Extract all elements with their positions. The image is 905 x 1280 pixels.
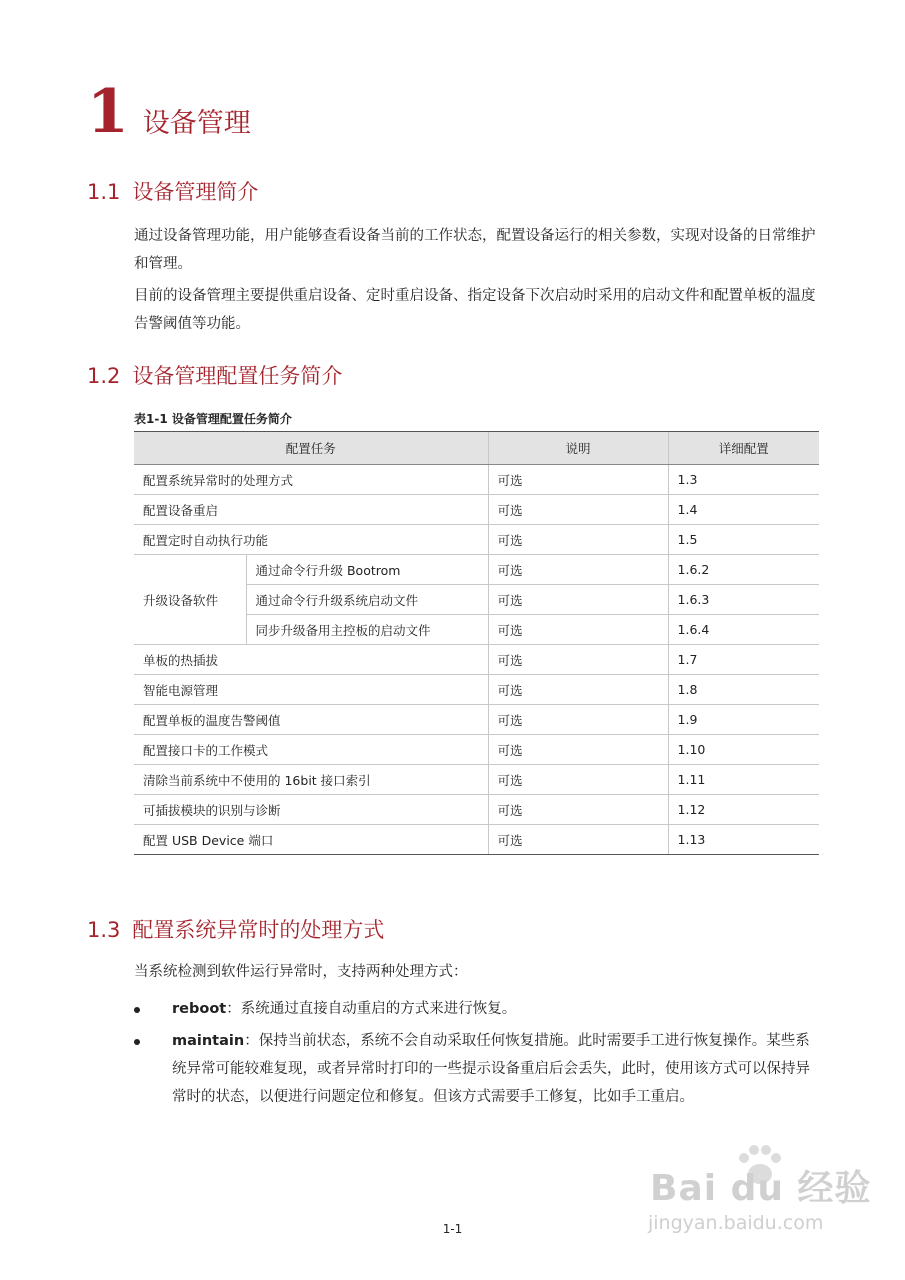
section-title: 设备管理配置任务简介: [132, 364, 343, 388]
ref-cell: 1.5: [668, 525, 819, 555]
paragraph: 通过设备管理功能，用户能够查看设备当前的工作状态，配置设备运行的相关参数，实现对设备的日常维护和管理。: [134, 228, 816, 272]
table-caption: 表1-1 设备管理配置任务简介: [134, 412, 292, 426]
desc-cell: 可选: [488, 675, 668, 705]
task-cell: 配置接口卡的工作模式: [134, 735, 488, 765]
ref-cell: 1.6.3: [668, 585, 819, 615]
section-title: 配置系统异常时的处理方式: [132, 918, 385, 942]
bullet-dot-icon: [134, 1039, 140, 1045]
subtask-cell: 通过命令行升级系统启动文件: [246, 585, 488, 615]
ref-cell: 1.6.4: [668, 615, 819, 645]
bullet-item: [134, 1027, 820, 1111]
header-cell: 说明: [488, 432, 668, 465]
keyword: reboot: [172, 1001, 227, 1017]
chapter-title: 设备管理: [142, 108, 251, 139]
section-number: 1.2: [87, 364, 121, 388]
task-cell: 清除当前系统中不使用的 16bit 接口索引: [134, 765, 488, 795]
subtask-cell: 通过命令行升级 Bootrom: [246, 555, 488, 585]
table-row: [134, 645, 819, 675]
task-cell: 单板的热插拔: [134, 645, 488, 675]
ref-cell: 1.4: [668, 495, 819, 525]
header-cell: 详细配置: [668, 432, 819, 465]
task-cell: 配置单板的温度告警阈值: [134, 705, 488, 735]
ref-cell: 1.13: [668, 825, 819, 855]
ref-cell: 1.7: [668, 645, 819, 675]
table-row: [134, 555, 819, 585]
desc-cell: 可选: [488, 765, 668, 795]
config-task-table: [134, 431, 819, 855]
task-cell: 智能电源管理: [134, 675, 488, 705]
task-cell: 配置设备重启: [134, 495, 488, 525]
bullet-text: ：系统通过直接自动重启的方式来进行恢复。: [226, 1001, 517, 1017]
ref-cell: 1.10: [668, 735, 819, 765]
task-cell: 配置系统异常时的处理方式: [134, 465, 488, 495]
bullet-item: [134, 995, 824, 1023]
table-row: [134, 795, 819, 825]
watermark-url: jingyan.baidu.com: [648, 1212, 824, 1234]
table-row: [134, 525, 819, 555]
task-cell: 可插拔模块的识别与诊断: [134, 795, 488, 825]
section-heading-1-1: [87, 176, 258, 206]
table-row: [134, 495, 819, 525]
section-number: 1.1: [87, 180, 121, 204]
task-cell: 配置定时自动执行功能: [134, 525, 488, 555]
desc-cell: 可选: [488, 525, 668, 555]
table-row: [134, 765, 819, 795]
ref-cell: 1.11: [668, 765, 819, 795]
header-cell: 配置任务: [134, 432, 488, 465]
ref-cell: 1.8: [668, 675, 819, 705]
section-heading-1-2: [87, 360, 342, 390]
bullet-dot-icon: [134, 1007, 140, 1013]
table-row: [134, 735, 819, 765]
page-number: 1-1: [442, 1222, 463, 1236]
table-header-row: [134, 432, 819, 465]
paragraph: 当系统检测到软件运行异常时，支持两种处理方式：: [134, 964, 468, 980]
task-cell: 配置 USB Device 端口: [134, 825, 488, 855]
section-title: 设备管理简介: [132, 180, 259, 204]
table-row: [134, 465, 819, 495]
desc-cell: 可选: [488, 735, 668, 765]
desc-cell: 可选: [488, 795, 668, 825]
desc-cell: 可选: [488, 825, 668, 855]
desc-cell: 可选: [488, 495, 668, 525]
table-row: [134, 825, 819, 855]
chapter-heading: [87, 77, 251, 147]
subtask-cell: 同步升级备用主控板的启动文件: [246, 615, 488, 645]
table-row: [134, 675, 819, 705]
ref-cell: 1.9: [668, 705, 819, 735]
ref-cell: 1.3: [668, 465, 819, 495]
section-number: 1.3: [87, 918, 121, 942]
keyword: maintain: [172, 1033, 245, 1049]
desc-cell: 可选: [488, 465, 668, 495]
desc-cell: 可选: [488, 585, 668, 615]
table-row: [134, 705, 819, 735]
bullet-text: ：保持当前状态，系统不会自动采取任何恢复措施。此时需要手工进行恢复操作。某些系统异常可能较难复现，或者异常时打印的一些提示设备重启后会丢失，此时，使用该方式可以保持异常时的状态，以便进行问题定位和修复。但该方式需要手工修复，比如手工重启。: [172, 1033, 810, 1105]
desc-cell: 可选: [488, 705, 668, 735]
ref-cell: 1.12: [668, 795, 819, 825]
ref-cell: 1.6.2: [668, 555, 819, 585]
desc-cell: 可选: [488, 645, 668, 675]
desc-cell: 可选: [488, 615, 668, 645]
watermark: [640, 1140, 880, 1250]
paragraph: 目前的设备管理主要提供重启设备、定时重启设备、指定设备下次启动时采用的启动文件和配置单板的温度告警阈值等功能。: [134, 288, 816, 332]
section-heading-1-3: [87, 914, 384, 944]
watermark-logo: Bai du 经验: [650, 1168, 872, 1209]
desc-cell: 可选: [488, 555, 668, 585]
task-group-cell: 升级设备软件: [134, 555, 246, 645]
chapter-number: 1: [87, 77, 129, 147]
